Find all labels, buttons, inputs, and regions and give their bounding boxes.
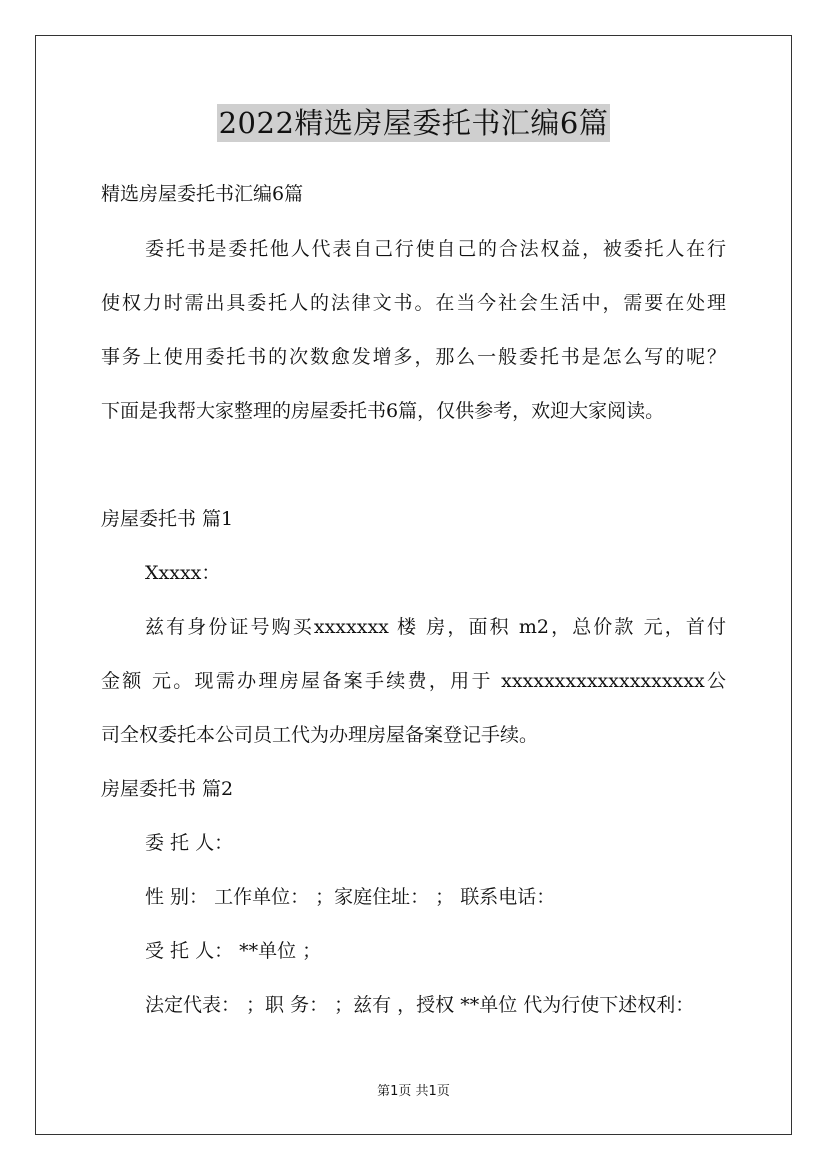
section-heading-2: 房屋委托书 篇2: [101, 778, 234, 800]
section2-line-4: 法定代表： ；职 务： ；兹有 ，授权 **单位 代为行使下述权利：: [145, 994, 695, 1016]
section2-line-2: 性 别： 工作单位： ；家庭住址： ； 联系电话：: [145, 886, 556, 908]
salutation: Xxxxx：: [145, 562, 221, 584]
section-heading-1: 房屋委托书 篇1: [101, 508, 234, 530]
section1-line-3: 司全权委托本公司员工代为办理房屋备案登记手续。: [101, 724, 539, 746]
intro-line-2: 使权力时需出具委托人的法律文书。在当今社会生活中，需要在处理: [101, 292, 726, 314]
section2-line-3: 受 托 人： **单位 ；: [145, 940, 322, 962]
intro-line-3: 事务上使用委托书的次数愈发增多，那么一般委托书是怎么写的呢？: [101, 346, 726, 368]
page-footer: 第1页 共1页: [377, 1084, 450, 1099]
document-title: 2022精选房屋委托书汇编6篇: [218, 106, 609, 140]
intro-line-4: 下面是我帮大家整理的房屋委托书6篇，仅供参考，欢迎大家阅读。: [101, 400, 665, 422]
section2-line-1: 委 托 人：: [145, 832, 234, 854]
document-title-wrap: [0, 104, 827, 142]
section1-line-2: 金额 元。现需办理房屋备案手续费，用于 xxxxxxxxxxxxxxxxxxx公: [101, 670, 726, 692]
document-subtitle: 精选房屋委托书汇编6篇: [101, 183, 304, 205]
section1-line-1: 兹有身份证号购买xxxxxxx 楼 房，面积 m2，总价款 元，首付: [145, 616, 726, 638]
intro-line-1: 委托书是委托他人代表自己行使自己的合法权益，被委托人在行: [145, 238, 726, 260]
